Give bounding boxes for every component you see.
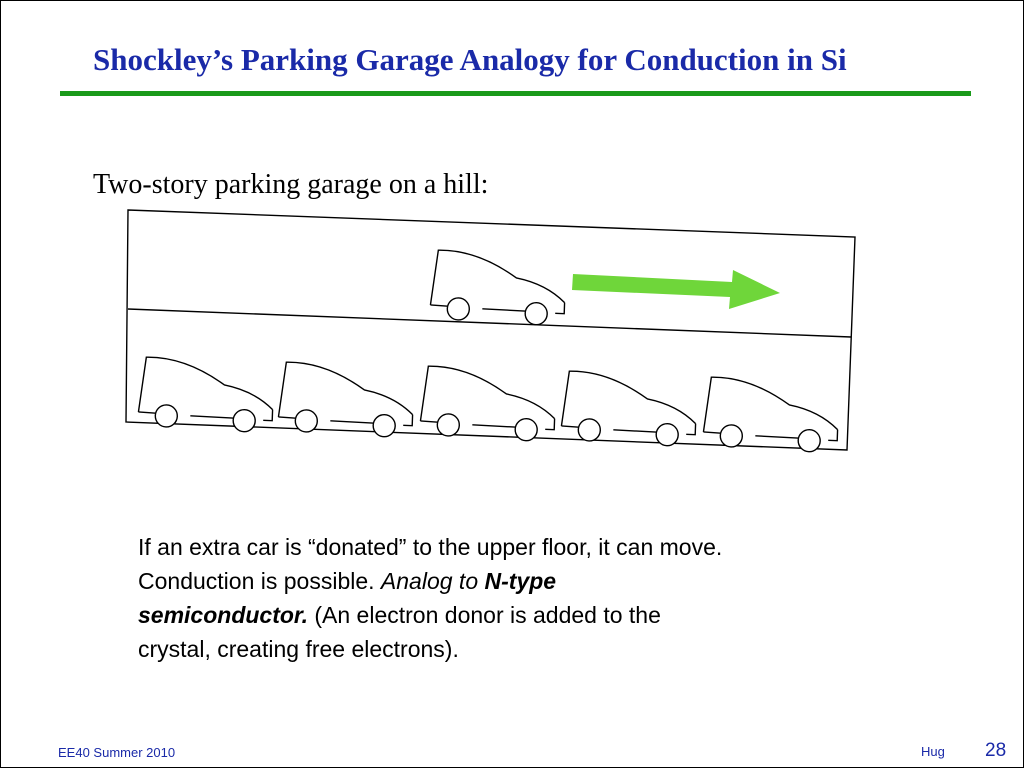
explanation-line-3 [138, 598, 878, 632]
donor-note: (An electron donor is added to the [307, 602, 661, 628]
explanation-line-1: If an extra car is “donated” to the upper floor, it can move. [138, 534, 723, 560]
slide-title: Shockley’s Parking Garage Analogy for Conduction in Si [93, 42, 847, 77]
analog-phrase: Analog to [380, 568, 485, 594]
page-number: 28 [985, 740, 1007, 761]
upper-floor-car [430, 250, 566, 326]
explanation-line-4: crystal, creating free electrons). [138, 636, 459, 662]
n-type-term: N-type [484, 568, 557, 594]
lower-floor-car-5 [703, 377, 839, 453]
floor-divider [128, 309, 851, 337]
lower-floor-car-3 [420, 366, 556, 442]
footer-author: Hug [921, 744, 945, 759]
explanation-line-2 [138, 564, 878, 598]
explanation-text [138, 530, 878, 666]
footer-course: EE40 Summer 2010 [58, 745, 176, 760]
right-arrow-icon [572, 270, 780, 309]
conduction-sentence: Conduction is possible. [138, 568, 381, 594]
lower-floor-car-4 [561, 371, 697, 447]
semiconductor-term: semiconductor. [138, 602, 308, 628]
slide-subtitle: Two-story parking garage on a hill: [93, 169, 489, 200]
lower-floor-car-1 [138, 357, 274, 433]
lower-floor-car-2 [278, 362, 414, 438]
